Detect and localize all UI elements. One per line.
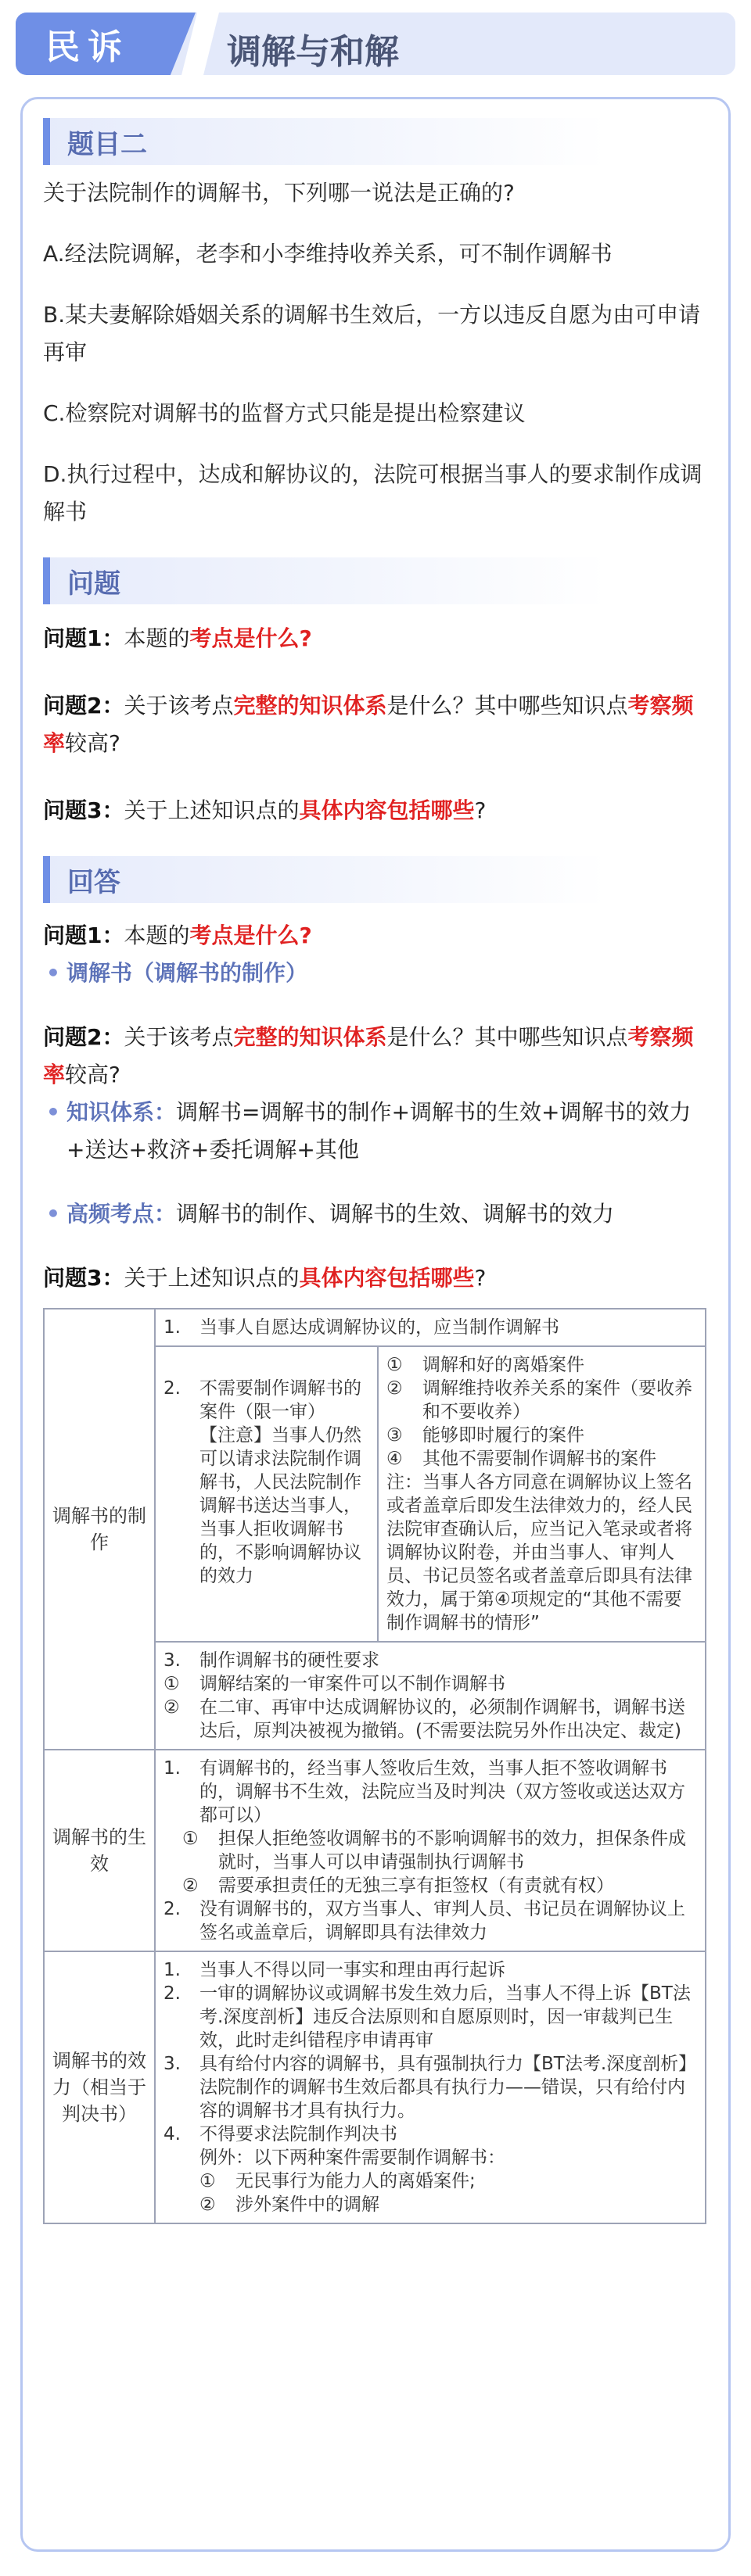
option-c: C.检察院对调解书的监督方式只能是提出检察建议 [43,400,526,426]
issues-section-header [43,557,706,604]
table-cell: 1. 当事人自愿达成调解协议的，应当制作调解书 [155,1309,706,1346]
subject-tag-label: 民诉 [45,27,130,67]
section-accent-bar [43,557,50,604]
table-cell: ① 调解和好的离婚案件 ② 调解维持收养关系的案件（要收养和不要收养） ③ 能够即时履行的案件 ④ 其他不需要制作调解书的案件 注：当事人各方同意在调解协议上签名或者盖章后即发生法律效力的，经人民法院审查确认后，应当记入笔录或者将调解协议附卷，并由当事人、审判人员、书记员签名或者盖章后即具有法律效力，属于第④项规定的“其他不需要制作调解书的情形” [378,1346,706,1642]
table-cell: 1. 有调解书的，经当事人签收后生效，当事人拒不签收调解书的，调解书不生效，法院应当及时判决（双方签收或送达双方都可以） ① 担保人拒绝签收调解书的不影响调解书的效力，担保条件成就时，当事人可以申请强制执行调解书 ② 需要承担责任的无独三享有拒签权（有责就有权） 2. 没有调解书的，双方当事人、审判人员、书记员在调解协议上签名或盖章后，调解即具有法律效力 [155,1750,706,1951]
row-header-effectiveness: 调解书的生效 [44,1750,155,1951]
high-frequency-points: • 高频考点：调解书的制作、调解书的生效、调解书的效力 [46,1201,615,1227]
issue-3: 问题3：关于上述知识点的具体内容包括哪些? [43,797,487,823]
question-stem: 关于法院制作的调解书，下列哪一说法是正确的? [43,180,515,206]
section-title: 题目二 [67,128,147,160]
table-cell: 3. 制作调解书的硬性要求 ① 调解结案的一审案件可以不制作调解书 ② 在二审、再审中达成调解协议的，必须制作调解书，调解书送达后，原判决被视为撤销。(不需要法院另外作出决定、裁定) [155,1642,706,1750]
answer-3-question: 问题3：关于上述知识点的具体内容包括哪些? [43,1265,487,1291]
issue-1: 问题1：本题的考点是什么? [43,625,312,651]
option-d: D.执行过程中，达成和解协议的，法院可根据当事人的要求制作成调解书 [43,461,702,525]
row-header-making: 调解书的制作 [44,1309,155,1750]
answer-2-question: 问题2：关于该考点完整的知识体系是什么？其中哪些知识点考察频率较高? [43,1024,694,1087]
content-card [20,97,731,2552]
option-a: A.经法院调解，老李和小李维持收养关系，可不制作调解书 [43,241,613,267]
question-section-header [43,118,706,165]
answers-section-header [43,856,706,903]
table-row [44,1309,706,1346]
table-row [44,1951,706,2223]
knowledge-table [43,1308,706,2224]
table-cell: 2. 不需要制作调解书的案件（限一审） 【注意】当事人仍然可以请求法院制作调解书，人民法院制作调解书送达当事人，当事人拒收调解书的，不影响调解协议的效力 [155,1346,378,1642]
section-title: 问题 [67,568,120,600]
section-accent-bar [43,856,50,903]
answer-1-point: • 调解书（调解书的制作） [46,960,308,986]
issue-2: 问题2：关于该考点完整的知识体系是什么？其中哪些知识点考察频率较高? [43,693,694,756]
knowledge-system: • 知识体系：调解书=调解书的制作+调解书的生效+调解书的效力+送达+救济+委托调解+其他 [46,1099,692,1163]
page-title: 调解与和解 [227,32,399,72]
page-header [16,9,735,81]
table-row [44,1750,706,1951]
option-b: B.某夫妻解除婚姻关系的调解书生效后，一方以违反自愿为由可申请再审 [43,302,701,365]
section-accent-bar [43,118,50,165]
answer-1-question: 问题1：本题的考点是什么? [43,923,312,948]
section-title: 回答 [67,866,120,898]
table-cell: 1. 当事人不得以同一事实和理由再行起诉 2. 一审的调解协议或调解书发生效力后，当事人不得上诉【BT法考.深度剖析】违反合法原则和自愿原则时，因一审裁判已生效，此时走纠错程序申请再审 3. 具有给付内容的调解书，具有强制执行力【BT法考.深度剖析】法院制作的调解书生效后都具有执行力——错误，只有给付内容的调解书才具有执行力。 4. 不得要求法院制作判决书 例外：以下两种案件需要制作调解书： ① 无民事行为能力人的离婚案件; ② 涉外案件中的调解 [155,1951,706,2223]
row-header-force: 调解书的效力（相当于判决书） [44,1951,155,2223]
